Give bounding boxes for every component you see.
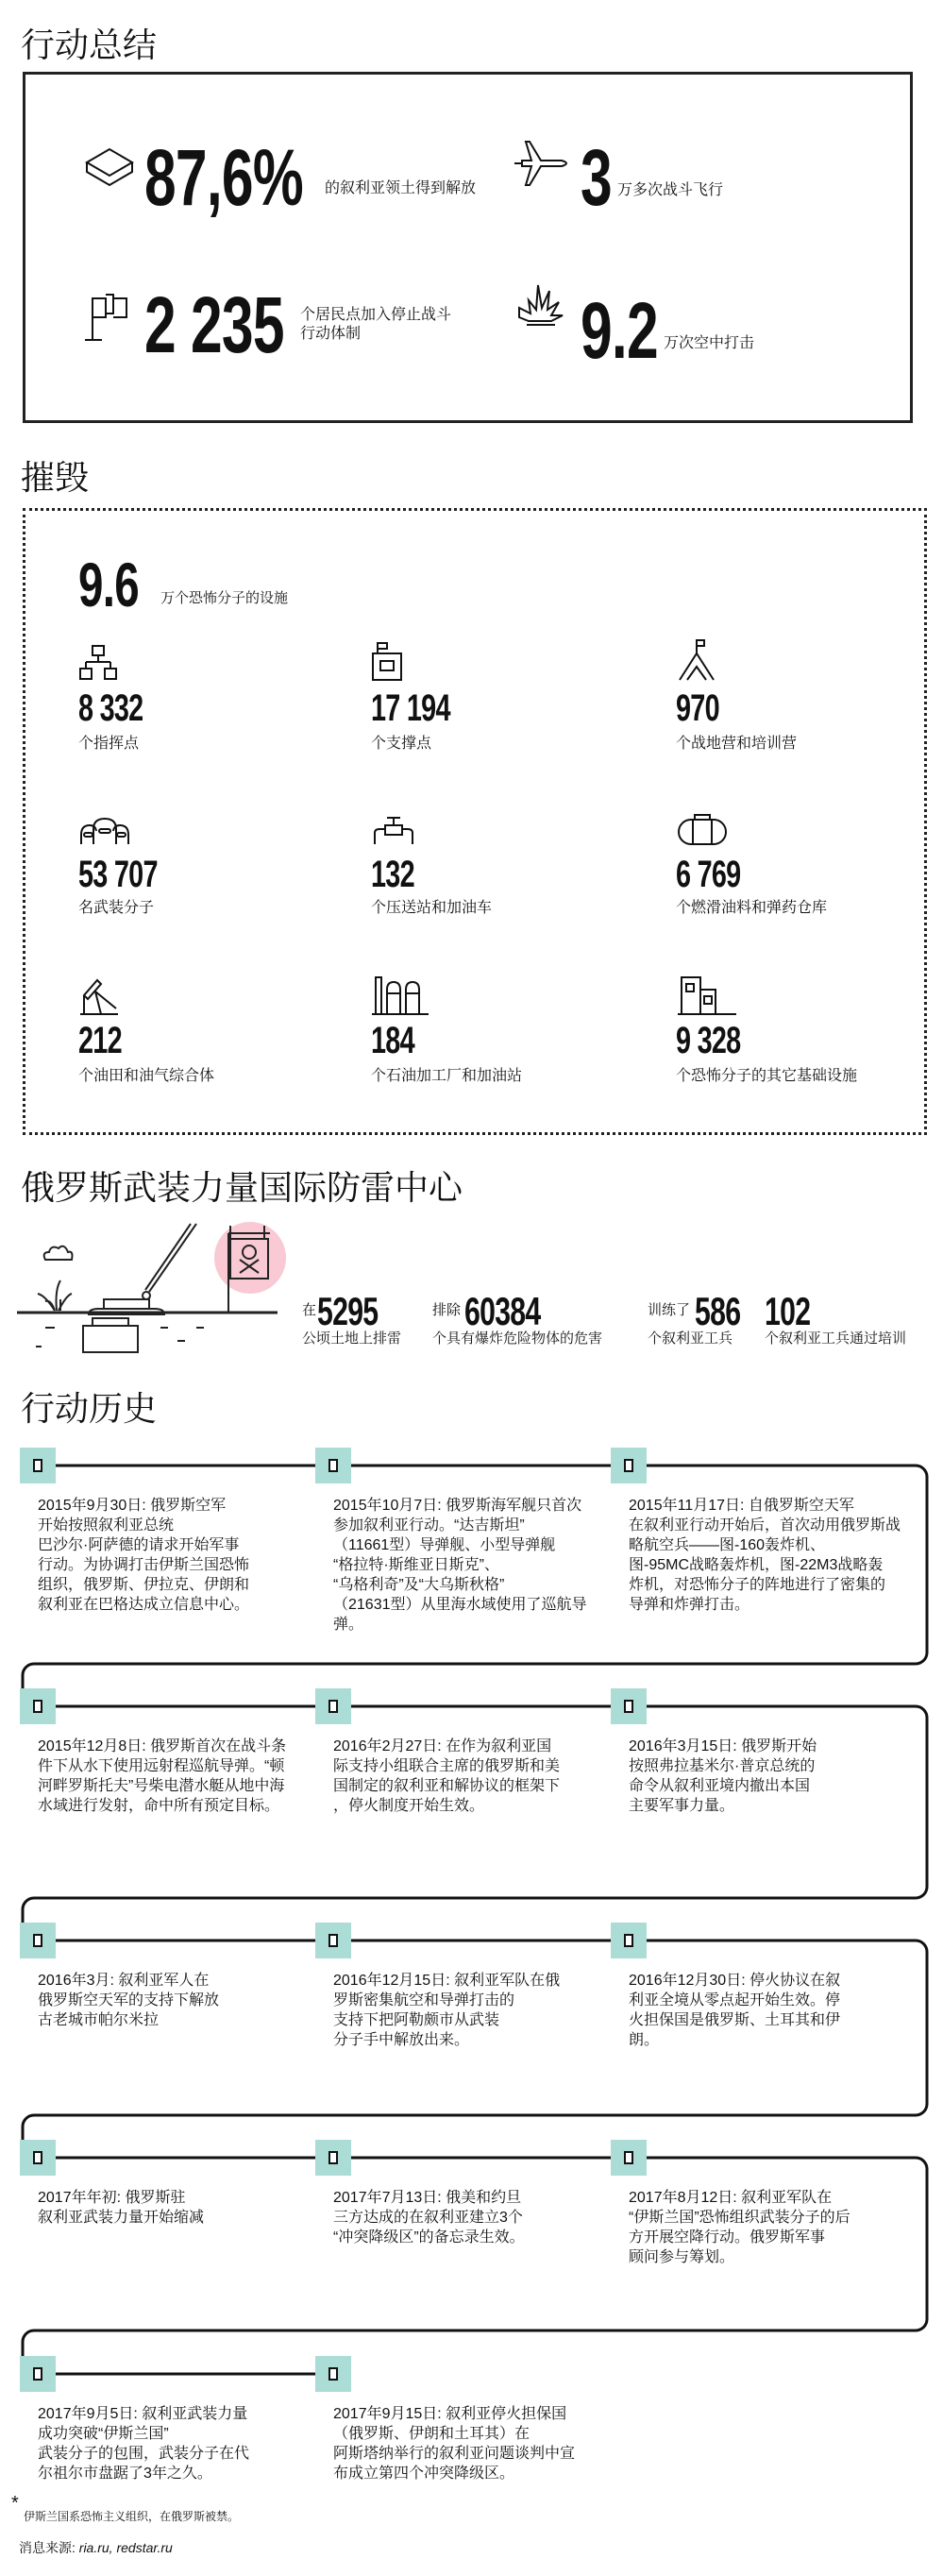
depots-value: 6 769	[676, 854, 741, 895]
refineries-label: 个石油加工厂和加油站	[371, 1068, 523, 1084]
timeline-node	[328, 1459, 338, 1472]
stat-airstrikes-value: 9.2	[581, 286, 658, 375]
summary-title: 行动总结	[21, 25, 158, 64]
timeline-event: 2017年年初: 俄罗斯驻 叙利亚武装力量开始缩减	[38, 2190, 205, 2226]
timeline-node	[624, 2151, 633, 2164]
militants-value: 53 707	[78, 854, 158, 895]
timeline-event: 2017年7月13日: 俄美和约旦 三方达成的在叙利亚建立3个 “冲突降级区”的备忘录生效。	[333, 2190, 525, 2246]
demining-trained-value: 102	[765, 1289, 811, 1333]
timeline-node	[624, 1459, 633, 1472]
demining-objects-value: 60384	[464, 1289, 541, 1333]
timeline-marker	[315, 2140, 351, 2176]
oil-fields-value: 212	[78, 1020, 122, 1061]
timeline-marker	[315, 2356, 351, 2392]
demining-prefix-1: 在	[302, 1302, 317, 1318]
strongholds-label: 个支撑点	[371, 736, 432, 752]
timeline-event: 2016年3月15日: 俄罗斯开始 按照弗拉基米尔·普京总统的 命令从叙利亚境内撤出本国 主要军事力量。	[629, 1738, 817, 1814]
command-posts-label: 个指挥点	[78, 736, 140, 752]
timeline-marker	[315, 1448, 351, 1483]
timeline-node	[33, 1700, 42, 1713]
timeline-marker	[315, 1688, 351, 1724]
timeline-node	[624, 1700, 633, 1713]
stat-settlements-value: 2 235	[144, 280, 284, 369]
timeline-event: 2016年3月: 叙利亚军人在 俄罗斯空天军的支持下解放 古老城市帕尔米拉	[38, 1973, 220, 2028]
timeline-node	[33, 1934, 42, 1947]
source-label: 消息来源:	[19, 2540, 76, 2555]
strongholds-value: 17 194	[371, 687, 450, 729]
stat-sorties-label: 万多次战斗飞行	[617, 182, 724, 198]
demining-area-label: 公顷土地上排雷	[302, 1330, 402, 1347]
stat-liberated-label: 的叙利亚领土得到解放	[325, 180, 477, 196]
stat-settlements-label: 个居民点加入停止战斗 行动体制	[300, 307, 452, 342]
footnote-text: 伊斯兰国系恐怖主义组织，在俄罗斯被禁。	[24, 2510, 240, 2523]
stat-airstrikes-label: 万次空中打击	[664, 335, 755, 351]
depots-label: 个燃滑油料和弹药仓库	[676, 900, 828, 916]
timeline-event: 2017年9月15日: 叙利亚停火担保国 （俄罗斯、伊朗和土耳其）在 阿斯塔纳举行的叙利亚问题谈判中宣 布成立第四个冲突降级区。	[333, 2406, 576, 2482]
demining-prefix-3: 训练了	[648, 1302, 691, 1318]
timeline-event: 2015年9月30日: 俄罗斯空军 开始按照叙利亚总统 巴沙尔·阿萨德的请求开始军事 行动。为协调打击伊斯兰国恐怖 组织，俄罗斯、伊拉克、伊朗和 叙利亚在巴格达成立信息中心。	[38, 1498, 250, 1613]
timeline-event: 2017年9月5日: 叙利亚武装力量 成功突破“伊斯兰国” 武装分子的包围，武装分子在代 尔祖尔市盘踞了3年之久。	[38, 2406, 250, 2482]
other-infrastructure-value: 9 328	[676, 1020, 741, 1061]
camps-value: 970	[676, 687, 719, 729]
destroyed-title: 摧毁	[21, 458, 90, 497]
destroyed-total-label: 万个恐怖分子的设施	[160, 590, 289, 606]
timeline-node	[328, 2151, 338, 2164]
timeline-node	[328, 2367, 338, 2381]
timeline-marker	[315, 1923, 351, 1958]
timeline-event: 2016年2月27日: 在作为叙利亚国 际支持小组联合主席的俄罗斯和美 国制定的叙利亚和解协议的框架下 ，停火制度开始生效。	[333, 1738, 561, 1814]
timeline-node	[328, 1934, 338, 1947]
stat-sorties-value: 3	[581, 133, 612, 222]
timeline-marker	[20, 1923, 56, 1958]
command-posts-value: 8 332	[78, 687, 143, 729]
demining-objects-label: 个具有爆炸危险物体的危害	[432, 1330, 603, 1347]
timeline-marker	[20, 1688, 56, 1724]
pump-stations-value: 132	[371, 854, 414, 895]
demining-sappers-value: 586	[695, 1289, 741, 1333]
demining-sappers-label: 个叙利亚工兵	[648, 1330, 733, 1347]
timeline-event: 2015年10月7日: 俄罗斯海军舰只首次 参加叙利亚行动。“达吉斯坦” （11661型）导弹舰、小型导弹舰 “格拉特·斯维亚日斯克”、 “乌格利奇”及“大乌斯秋格” （21631型）从里海水域使用了巡航导 弹。	[333, 1498, 587, 1633]
timeline-event: 2017年8月12日: 叙利亚军队在 “伊斯兰国”恐怖组织武装分子的后 方开展空降行动。俄罗斯军事 顾问参与筹划。	[629, 2190, 850, 2265]
militants-label: 名武装分子	[78, 900, 155, 916]
timeline-event: 2015年11月17日: 自俄罗斯空天军 在叙利亚行动开始后，首次动用俄罗斯战 略航空兵——图-160轰炸机、 图-95MC战略轰炸机，图-22M3战略轰 炸机，对恐怖分子的阵地进行了密集的 导弹和炸弹打击。	[629, 1498, 901, 1613]
demining-area-value: 5295	[317, 1289, 379, 1333]
footnote-asterisk: *	[11, 2493, 19, 2514]
timeline-event: 2016年12月15日: 叙利亚军队在俄 罗斯密集航空和导弹打击的 支持下把阿勒颇市从武装 分子手中解放出来。	[333, 1973, 561, 2048]
timeline-node	[328, 1700, 338, 1713]
timeline-marker	[20, 2356, 56, 2392]
oil-fields-label: 个油田和油气综合体	[78, 1068, 215, 1084]
camps-label: 个战地营和培训营	[676, 736, 798, 752]
destroyed-total-value: 9.6	[78, 550, 139, 619]
demining-title: 俄罗斯武装力量国际防雷中心	[21, 1168, 463, 1207]
history-title: 行动历史	[21, 1389, 158, 1428]
timeline-marker	[20, 2140, 56, 2176]
timeline-marker	[611, 2140, 647, 2176]
timeline-event: 2016年12月30日: 停火协议在叙 利亚全境从零点起开始生效。停 火担保国是俄罗斯、土耳其和伊 朗。	[629, 1973, 841, 2048]
pump-stations-label: 个压送站和加油车	[371, 900, 493, 916]
demining-prefix-2: 排除	[432, 1302, 462, 1318]
timeline-marker	[611, 1923, 647, 1958]
source-links: ria.ru, redstar.ru	[78, 2540, 173, 2555]
timeline-node	[33, 2367, 42, 2381]
timeline-event: 2015年12月8日: 俄罗斯首次在战斗条 件下从水下使用远射程巡航导弹。“顿 河畔罗斯托夫”号柴电潜水艇从地中海 水域进行发射，命中所有预定目标。	[38, 1738, 287, 1814]
demining-trained-label: 个叙利亚工兵通过培训	[765, 1330, 907, 1347]
timeline-marker	[20, 1448, 56, 1483]
timeline-node	[33, 1459, 42, 1472]
timeline-node	[33, 2151, 42, 2164]
other-infrastructure-label: 个恐怖分子的其它基础设施	[676, 1068, 858, 1084]
refineries-value: 184	[371, 1020, 414, 1061]
source-line	[19, 2538, 173, 2557]
timeline-marker	[611, 1688, 647, 1724]
stat-liberated-value: 87,6%	[144, 133, 303, 222]
timeline-node	[624, 1934, 633, 1947]
timeline-marker	[611, 1448, 647, 1483]
